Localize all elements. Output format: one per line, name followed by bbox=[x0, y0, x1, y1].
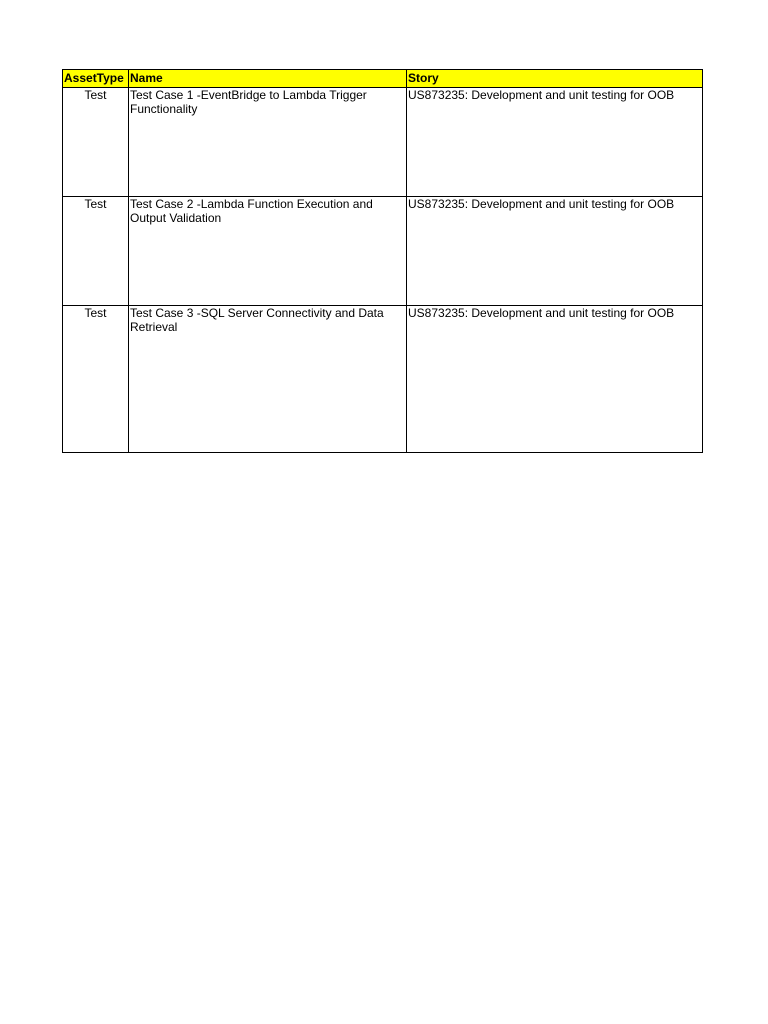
story-cell[interactable]: US873235: Development and unit testing for OOB bbox=[407, 88, 703, 197]
table-row bbox=[63, 88, 703, 197]
name-cell[interactable]: Test Case 3 -SQL Server Connectivity and Data Retrieval bbox=[129, 306, 407, 453]
column-header-story[interactable]: Story bbox=[407, 70, 703, 88]
name-cell[interactable]: Test Case 1 -EventBridge to Lambda Trigger Functionality bbox=[129, 88, 407, 197]
table-row bbox=[63, 306, 703, 453]
column-header-name[interactable]: Name bbox=[129, 70, 407, 88]
asset-type-cell[interactable]: Test bbox=[63, 306, 129, 453]
asset-type-cell[interactable]: Test bbox=[63, 197, 129, 306]
asset-type-cell[interactable]: Test bbox=[63, 88, 129, 197]
header-row bbox=[63, 70, 703, 88]
story-cell[interactable]: US873235: Development and unit testing for OOB bbox=[407, 197, 703, 306]
test-cases-table bbox=[62, 69, 703, 453]
column-header-assettype[interactable]: AssetType bbox=[63, 70, 129, 88]
name-cell[interactable]: Test Case 2 -Lambda Function Execution and Output Validation bbox=[129, 197, 407, 306]
story-cell[interactable]: US873235: Development and unit testing for OOB bbox=[407, 306, 703, 453]
table-row bbox=[63, 197, 703, 306]
